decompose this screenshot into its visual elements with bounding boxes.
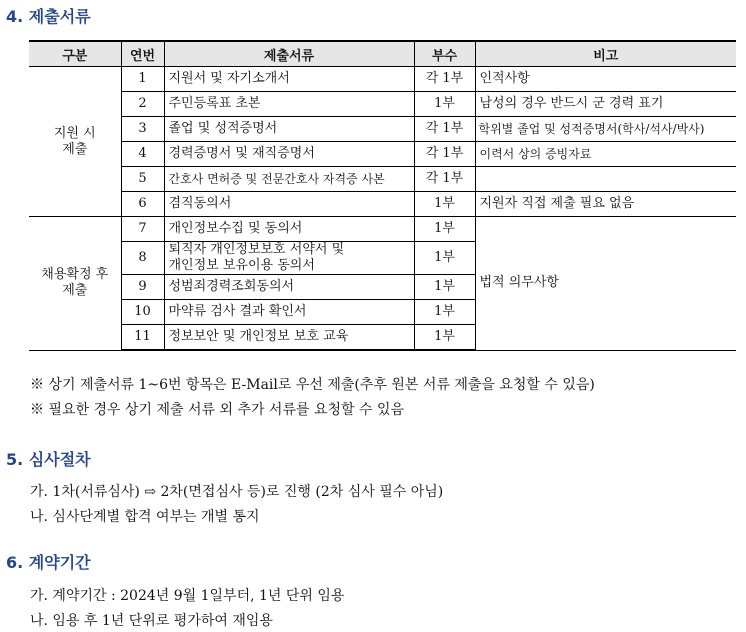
row-remarks: 인적사항 (475, 67, 736, 92)
section-4-title: 4. 제출서류 (6, 7, 91, 26)
row-document: 졸업 및 성적증명서 (164, 117, 414, 142)
row-count: 1부 (414, 192, 475, 217)
table-row (29, 217, 736, 242)
row-document: 성범죄경력조회동의서 (164, 275, 414, 300)
contract-term-2: 나. 임용 후 1년 단위로 평가하여 재임용 (30, 613, 273, 629)
row-count: 각 1부 (414, 117, 475, 142)
row-count: 각 1부 (414, 67, 475, 92)
row-count: 각 1부 (414, 142, 475, 167)
table-row (29, 92, 736, 117)
table-row (29, 117, 736, 142)
row-number: 7 (121, 217, 164, 242)
row-document: 정보보안 및 개인정보 보호 교육 (164, 325, 414, 351)
row-count: 각 1부 (414, 167, 475, 192)
row-document: 퇴직자 개인정보보호 서약서 및 개인정보 보유이용 동의서 (164, 242, 414, 275)
row-number: 4 (121, 142, 164, 167)
section-6-title: 6. 계약기간 (6, 553, 91, 572)
note-additional: ※ 필요한 경우 상기 제출 서류 외 추가 서류를 요청할 수 있음 (30, 402, 405, 418)
row-number: 10 (121, 300, 164, 325)
row-document: 경력증명서 및 재직증명서 (164, 142, 414, 167)
table-row (29, 192, 736, 217)
row-number: 5 (121, 167, 164, 192)
row-remarks: 이력서 상의 증빙자료 (475, 142, 736, 167)
row-number: 2 (121, 92, 164, 117)
row-remarks-legal: 법적 의무사항 (475, 217, 736, 351)
row-count: 1부 (414, 217, 475, 242)
row-document: 마약류 검사 결과 확인서 (164, 300, 414, 325)
header-count: 부수 (414, 41, 475, 67)
row-document: 겸직동의서 (164, 192, 414, 217)
row-remarks: 지원자 직접 제출 필요 없음 (475, 192, 736, 217)
row-count: 1부 (414, 242, 475, 275)
row-number: 3 (121, 117, 164, 142)
header-document: 제출서류 (164, 41, 414, 67)
row-count: 1부 (414, 275, 475, 300)
header-number: 연번 (121, 41, 164, 67)
table-row (29, 142, 736, 167)
row-count: 1부 (414, 300, 475, 325)
table-header-row (29, 41, 736, 67)
row-number: 8 (121, 242, 164, 275)
note-email: ※ 상기 제출서류 1~6번 항목은 E-Mail로 우선 제출(추후 원본 서류 제출을 요청할 수 있음) (30, 377, 595, 393)
row-count: 1부 (414, 92, 475, 117)
row-remarks: 남성의 경우 반드시 군 경력 표기 (475, 92, 736, 117)
table-row (29, 167, 736, 192)
review-step-1: 가. 1차(서류심사) ⇨ 2차(면접심사 등)로 진행 (2차 심사 필수 아님) (30, 484, 444, 500)
row-number: 1 (121, 67, 164, 92)
row-remarks: 학위별 졸업 및 성적증명서(학사/석사/박사) (475, 117, 736, 142)
row-remarks (475, 167, 736, 192)
review-step-2: 나. 심사단계별 합격 여부는 개별 통지 (30, 509, 260, 525)
header-remarks: 비고 (475, 41, 736, 67)
group-label-hired: 채용확정 후 제출 (29, 217, 121, 351)
row-document: 지원서 및 자기소개서 (164, 67, 414, 92)
row-document: 간호사 면허증 및 전문간호사 자격증 사본 (164, 167, 414, 192)
row-number: 6 (121, 192, 164, 217)
row-count: 1부 (414, 325, 475, 351)
table-row (29, 67, 736, 92)
row-document: 개인정보수집 및 동의서 (164, 217, 414, 242)
section-5-title: 5. 심사절차 (6, 450, 91, 469)
group-label-apply: 지원 시 제출 (29, 67, 121, 217)
row-number: 11 (121, 325, 164, 351)
contract-term-1: 가. 계약기간 : 2024년 9월 1일부터, 1년 단위 임용 (30, 588, 345, 604)
header-category: 구분 (29, 41, 121, 67)
row-number: 9 (121, 275, 164, 300)
documents-table (29, 40, 736, 351)
row-document: 주민등록표 초본 (164, 92, 414, 117)
